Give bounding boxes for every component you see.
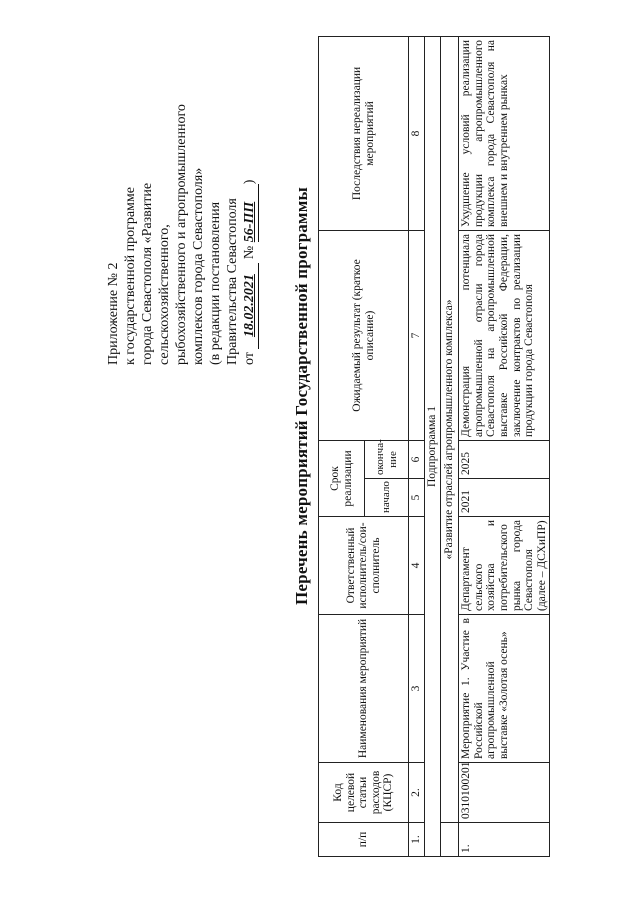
date-prefix: от [242,352,257,365]
annex-line-2: к государственной программе [123,187,138,365]
row1-name: Мероприятие 1. Участие в Российской агропромышленной выставке «Золотая осень» [459,615,550,763]
header-num: п/п [319,823,409,857]
annex-number: 56-ПП [242,201,257,243]
header-term: Срок реализации [319,441,365,517]
annex-date: 18.02.2021 [242,274,257,338]
colnum-8: 8 [409,37,425,231]
header-executor: Ответственный исполнитель/сои-сполнитель [319,517,409,615]
header-row-1 [319,37,365,857]
colnum-7: 7 [409,231,425,441]
annex-line-3: города Севастополя «Развитие [140,182,155,365]
annex-line-4: сельскохозяйственного, [157,224,172,365]
subprogram-name-row [441,37,459,857]
header-consequences: Последствия нереализации мероприятий [319,37,409,231]
colnum-6: 6 [409,441,425,479]
header-name: Наименования мероприятий [319,615,409,763]
row1-code: 0310100201 [459,763,550,823]
colnum-4: 4 [409,517,425,615]
num-prefix: № [242,245,257,260]
subprogram-row [425,37,441,857]
table-row [459,37,550,857]
colnum-1: 1. [409,823,425,857]
row1-executor: Департамент сельского хозяйства и потребительского рынка города Севастополя (далее – ДСХиПР) [459,517,550,615]
colnum-2: 2. [409,763,425,823]
colnum-5: 5 [409,479,425,517]
header-code: Код целевой статьи расходов (КЦСР) [319,763,409,823]
row1-start: 2021 [459,479,550,517]
row1-num: 1. [459,823,550,857]
annex-line-6: комплексов города Севастополя» [191,167,206,365]
header-end: оконча-ние [365,441,409,479]
annex-line-1: Приложение № 2 [106,262,121,365]
subprogram-name: «Развитие отраслей агропромышленного комплекса» [441,37,459,823]
row1-result: Демонстрация потенциала агропромышленной отрасли города Севастополя на агропромышленной выставке Российской Федерации, заключение контрактов по реализации продукции города Севастополя [459,231,550,441]
column-numbers-row [409,37,425,857]
header-result: Ожидаемый результат (краткое описание) [319,231,409,441]
measures-table [318,36,550,857]
annex-line-8: Правительства Севастополя [225,198,240,365]
header-start: начало [365,479,409,517]
annex-close: ) [242,179,257,185]
subprogram-label: Подпрограмма 1 [425,37,441,857]
row1-consequences: Ухудшение условий реализации продукции агропромышленного комплекса города Севастополя на внешнем и внутреннем рынках [459,37,550,231]
annex-line-5: рыбохозяйственного и агропромышленного [174,104,189,365]
annex-block [105,104,259,365]
annex-line-7: (в редакции постановления [208,201,223,365]
page-title: Перечень мероприятий Государственной программы [292,187,311,605]
row1-end: 2025 [459,441,550,479]
annex-date-line [241,104,259,365]
colnum-3: 3 [409,615,425,763]
